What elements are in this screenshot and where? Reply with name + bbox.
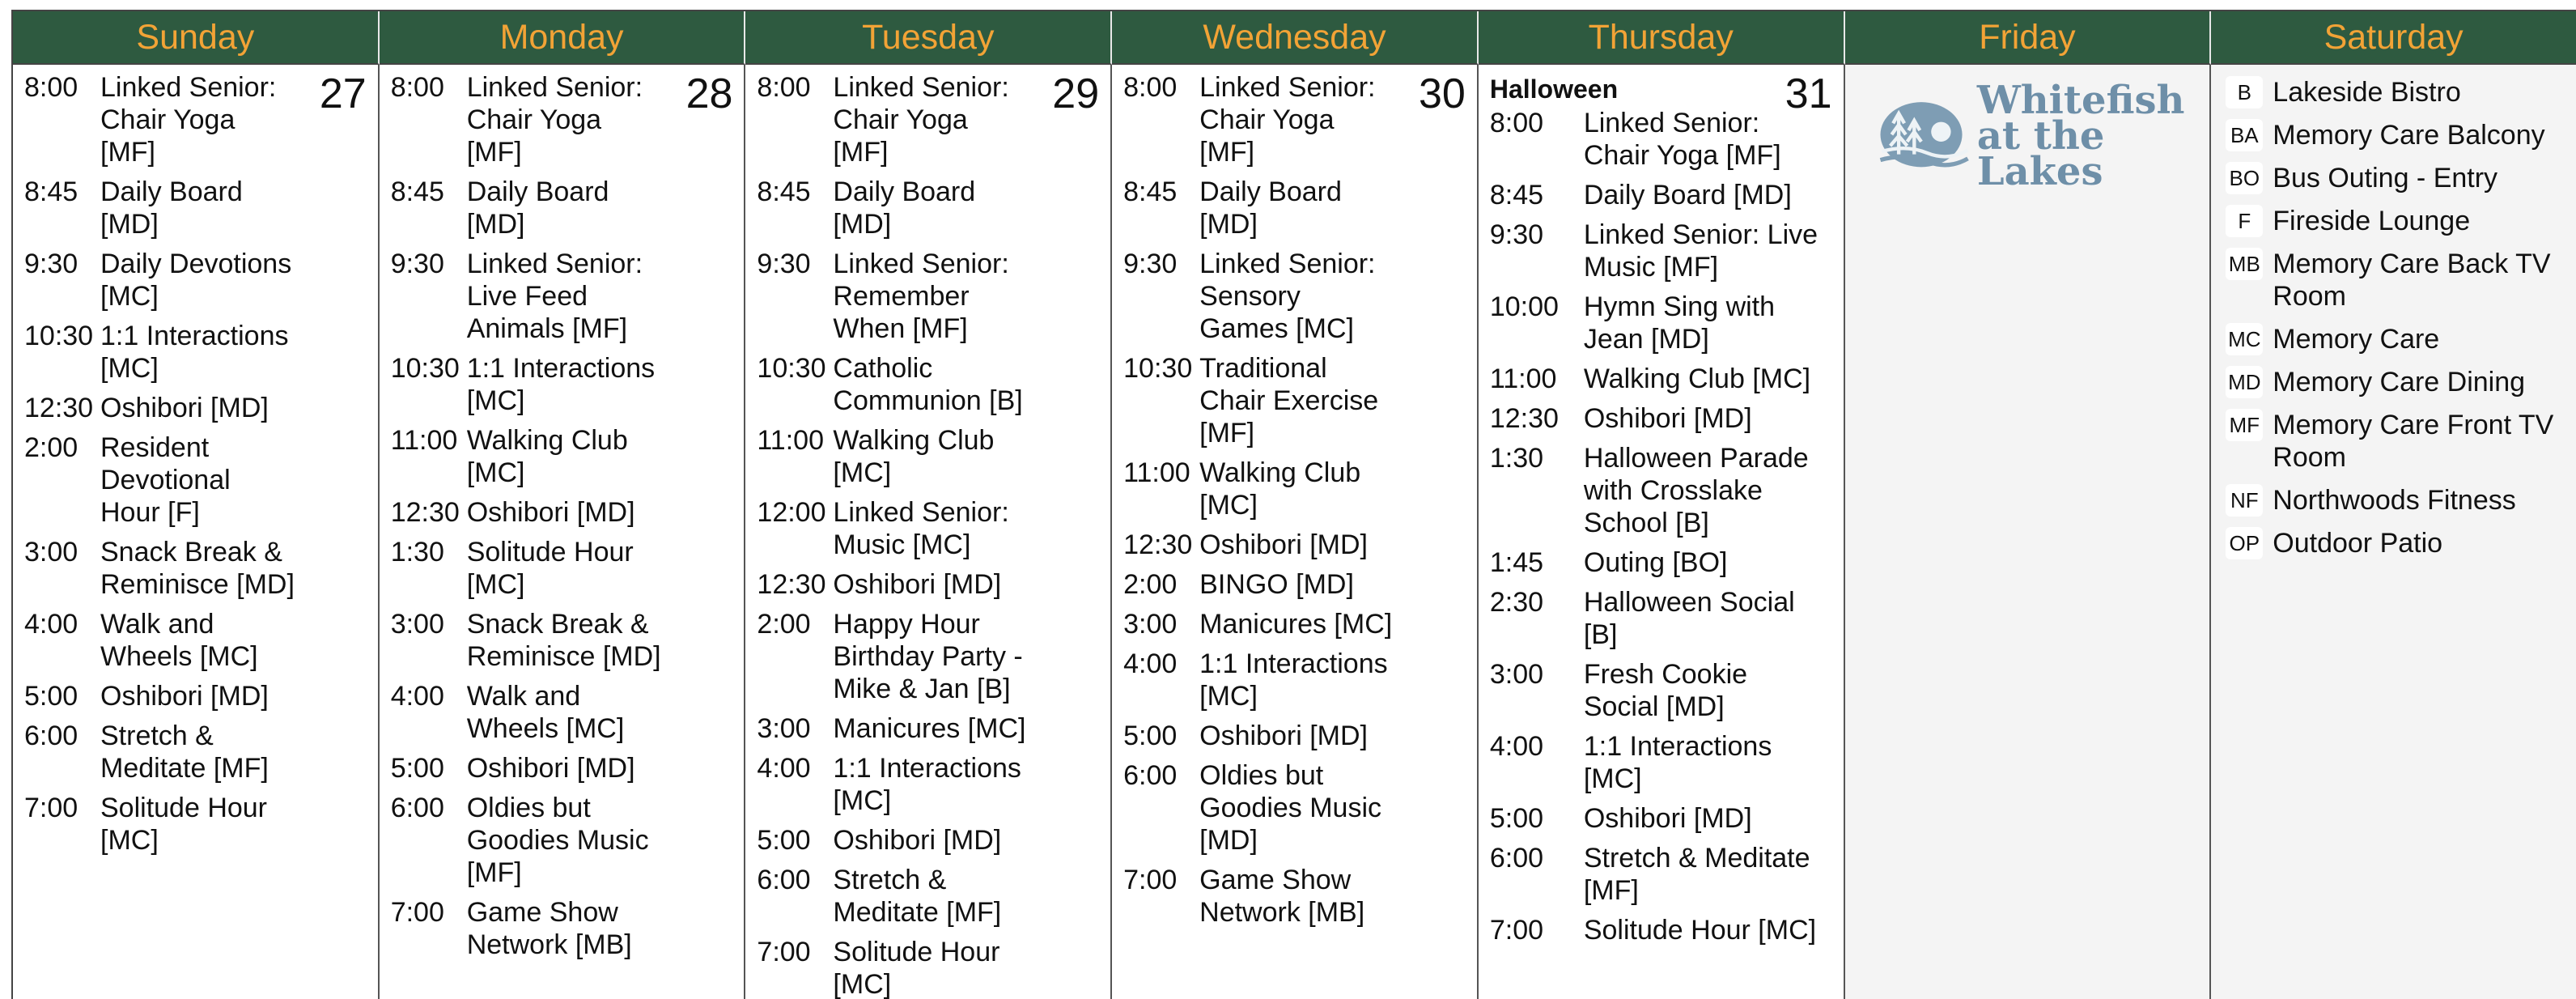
event-item bbox=[1123, 457, 1467, 521]
legend-item bbox=[2222, 484, 2568, 517]
logo-line-1: Whitefish bbox=[1976, 78, 2185, 123]
event-item bbox=[24, 320, 368, 385]
event-item bbox=[24, 176, 368, 240]
event-item bbox=[24, 71, 368, 168]
event-time: 5:00 bbox=[1123, 721, 1178, 751]
event-title: Traditional Chair Exercise [MF] bbox=[1199, 353, 1379, 448]
event-item bbox=[391, 536, 735, 601]
event-title: Solitude Hour [MC] bbox=[100, 793, 268, 856]
event-time: 9:30 bbox=[1123, 249, 1178, 279]
event-item bbox=[757, 352, 1101, 417]
date-number: 30 bbox=[1419, 70, 1466, 117]
event-title: Game Show Network [MB] bbox=[466, 897, 632, 960]
event-time: 8:00 bbox=[757, 72, 811, 103]
event-list bbox=[1123, 71, 1467, 929]
event-item bbox=[1490, 291, 1834, 355]
day-cell-sunday bbox=[13, 65, 380, 999]
event-time: 3:00 bbox=[390, 609, 444, 640]
event-title: Solitude Hour [MC] bbox=[833, 937, 1000, 999]
event-item bbox=[1490, 842, 1834, 907]
event-title: Stretch & Meditate [MF] bbox=[1583, 843, 1810, 906]
event-title: Snack Break & Reminisce [MD] bbox=[100, 537, 295, 600]
event-item bbox=[1490, 658, 1834, 723]
event-title: Daily Devotions [MC] bbox=[100, 249, 292, 312]
event-title: 1:1 Interactions [MC] bbox=[100, 321, 289, 384]
event-item bbox=[391, 608, 735, 673]
day-cell-monday bbox=[380, 65, 746, 999]
event-item bbox=[24, 392, 368, 424]
event-time: 6:00 bbox=[24, 721, 79, 751]
event-time: 11:00 bbox=[1489, 363, 1557, 394]
event-item bbox=[391, 424, 735, 489]
legend-code: F bbox=[2226, 205, 2263, 237]
event-title: Oshibori [MD] bbox=[833, 825, 1002, 856]
legend-code: BA bbox=[2226, 119, 2263, 151]
event-item bbox=[391, 896, 735, 961]
event-item bbox=[757, 752, 1101, 817]
event-time: 2:30 bbox=[1489, 587, 1544, 618]
event-title: Walk and Wheels [MC] bbox=[100, 609, 258, 672]
event-time: 3:00 bbox=[1123, 609, 1178, 640]
event-title: Stretch & Meditate [MF] bbox=[100, 721, 269, 784]
event-title: Linked Senior: Music [MC] bbox=[833, 497, 1009, 560]
event-item bbox=[1123, 568, 1467, 601]
event-list bbox=[391, 71, 735, 961]
event-item bbox=[24, 680, 368, 712]
legend-code: MC bbox=[2226, 323, 2263, 355]
event-item bbox=[24, 608, 368, 673]
event-time: 12:30 bbox=[1123, 529, 1193, 560]
legend-item bbox=[2222, 323, 2568, 355]
event-item bbox=[391, 792, 735, 889]
legend-location: Outdoor Patio bbox=[2273, 528, 2443, 559]
event-item bbox=[757, 712, 1101, 745]
event-time: 4:00 bbox=[1489, 731, 1544, 762]
event-time: 6:00 bbox=[1123, 760, 1178, 791]
event-item bbox=[1123, 648, 1467, 712]
event-time: 7:00 bbox=[1123, 865, 1178, 895]
event-title: Manicures [MC] bbox=[1199, 609, 1393, 640]
legend-code: MB bbox=[2226, 248, 2263, 280]
event-time: 4:00 bbox=[390, 681, 444, 712]
event-item bbox=[1490, 730, 1834, 795]
event-item bbox=[757, 936, 1101, 999]
legend-location: Bus Outing - Entry bbox=[2273, 163, 2498, 193]
event-title: Outing [BO] bbox=[1583, 547, 1728, 578]
event-title: Oldies but Goodies Music [MD] bbox=[1199, 760, 1382, 856]
date-number: 28 bbox=[685, 70, 733, 117]
legend-item bbox=[2222, 527, 2568, 559]
date-number: 29 bbox=[1052, 70, 1100, 117]
event-item bbox=[1490, 363, 1834, 395]
event-title: Linked Senior: Chair Yoga [MF] bbox=[1583, 108, 1781, 171]
event-title: Daily Board [MD] bbox=[466, 176, 609, 240]
event-title: Daily Board [MD] bbox=[833, 176, 976, 240]
event-title: Oshibori [MD] bbox=[466, 753, 635, 784]
event-time: 3:00 bbox=[1489, 659, 1544, 690]
event-item bbox=[757, 424, 1101, 489]
event-title: Linked Senior: Live Feed Animals [MF] bbox=[466, 249, 643, 344]
event-title: Oshibori [MD] bbox=[1583, 403, 1752, 434]
event-time: 9:30 bbox=[1489, 219, 1544, 250]
event-title: Linked Senior: Chair Yoga [MF] bbox=[100, 72, 277, 168]
event-list bbox=[24, 71, 368, 857]
event-title: Hymn Sing with Jean [MD] bbox=[1583, 291, 1776, 355]
event-item bbox=[1490, 586, 1834, 651]
legend-location: Memory Care Front TV Room bbox=[2273, 410, 2554, 473]
event-title: Halloween Parade with Crosslake School [B] bbox=[1583, 443, 1809, 538]
event-item bbox=[1123, 759, 1467, 857]
event-time: 10:30 bbox=[24, 321, 94, 351]
event-title: Oshibori [MD] bbox=[100, 681, 269, 712]
event-time: 8:00 bbox=[1123, 72, 1178, 103]
event-item bbox=[1490, 802, 1834, 835]
event-time: 6:00 bbox=[1489, 843, 1544, 874]
header-sunday: Sunday bbox=[13, 11, 380, 65]
event-time: 12:00 bbox=[757, 497, 826, 528]
event-time: 8:45 bbox=[24, 176, 79, 207]
legend-item bbox=[2222, 366, 2568, 398]
event-time: 7:00 bbox=[1489, 915, 1544, 946]
event-time: 12:30 bbox=[24, 393, 94, 423]
calendar-grid bbox=[11, 10, 2576, 999]
date-number: 27 bbox=[319, 70, 367, 117]
event-title: Game Show Network [MB] bbox=[1199, 865, 1365, 928]
event-item bbox=[1490, 107, 1834, 172]
event-time: 4:00 bbox=[757, 753, 811, 784]
event-item bbox=[391, 176, 735, 240]
event-title: Linked Senior: Chair Yoga [MF] bbox=[466, 72, 643, 168]
event-item bbox=[1123, 352, 1467, 449]
event-title: Linked Senior: Chair Yoga [MF] bbox=[833, 72, 1009, 168]
event-item bbox=[1490, 219, 1834, 283]
event-time: 10:30 bbox=[1123, 353, 1193, 384]
event-time: 4:00 bbox=[24, 609, 79, 640]
event-title: Linked Senior: Chair Yoga [MF] bbox=[1199, 72, 1376, 168]
event-title: Daily Board [MD] bbox=[1583, 180, 1792, 210]
legend-code: OP bbox=[2226, 527, 2263, 559]
event-title: Oldies but Goodies Music [MF] bbox=[466, 793, 649, 888]
location-legend bbox=[2222, 71, 2568, 559]
event-item bbox=[757, 864, 1101, 929]
legend-item bbox=[2222, 162, 2568, 194]
event-time: 1:30 bbox=[390, 537, 444, 568]
event-item bbox=[391, 352, 735, 417]
event-time: 7:00 bbox=[390, 897, 444, 928]
event-title: 1:1 Interactions [MC] bbox=[833, 753, 1021, 816]
day-cell-thursday bbox=[1479, 65, 1845, 999]
day-cell-tuesday bbox=[745, 65, 1112, 999]
event-item bbox=[391, 680, 735, 745]
legend-item bbox=[2222, 205, 2568, 237]
event-item bbox=[24, 720, 368, 784]
event-time: 5:00 bbox=[390, 753, 444, 784]
legend-code: MD bbox=[2226, 366, 2263, 398]
event-item bbox=[1123, 176, 1467, 240]
event-title: Linked Senior: Live Music [MF] bbox=[1583, 219, 1818, 283]
legend-code: NF bbox=[2226, 484, 2263, 517]
event-time: 7:00 bbox=[24, 793, 79, 823]
event-title: Happy Hour Birthday Party - Mike & Jan [B] bbox=[833, 609, 1023, 704]
event-item bbox=[1123, 71, 1467, 168]
event-item bbox=[24, 431, 368, 529]
event-item bbox=[1123, 608, 1467, 640]
header-thursday: Thursday bbox=[1479, 11, 1845, 65]
event-time: 9:30 bbox=[390, 249, 444, 279]
header-friday: Friday bbox=[1845, 11, 2212, 65]
header-wednesday: Wednesday bbox=[1112, 11, 1479, 65]
event-time: 8:00 bbox=[24, 72, 79, 103]
event-title: Walking Club [MC] bbox=[1583, 363, 1811, 394]
event-title: Daily Board [MD] bbox=[100, 176, 243, 240]
event-item bbox=[757, 568, 1101, 601]
event-title: Solitude Hour [MC] bbox=[1583, 915, 1817, 946]
event-time: 11:00 bbox=[390, 425, 458, 456]
event-title: Linked Senior: Remember When [MF] bbox=[833, 249, 1009, 344]
tree-lake-icon bbox=[1878, 94, 1969, 178]
event-time: 1:45 bbox=[1489, 547, 1544, 578]
legend-item bbox=[2222, 409, 2568, 474]
event-time: 8:45 bbox=[1489, 180, 1544, 210]
legend-item bbox=[2222, 76, 2568, 108]
event-time: 8:00 bbox=[1489, 108, 1544, 138]
event-time: 10:30 bbox=[390, 353, 460, 384]
event-time: 5:00 bbox=[24, 681, 79, 712]
day-cell-friday bbox=[1845, 65, 2212, 999]
event-time: 5:00 bbox=[757, 825, 811, 856]
event-title: 1:1 Interactions [MC] bbox=[1199, 648, 1388, 712]
event-item bbox=[391, 496, 735, 529]
event-time: 2:00 bbox=[24, 432, 79, 463]
date-number: 31 bbox=[1785, 70, 1832, 117]
event-time: 12:30 bbox=[1489, 403, 1559, 434]
event-title: Daily Board [MD] bbox=[1199, 176, 1342, 240]
event-time: 12:30 bbox=[390, 497, 460, 528]
event-title: Halloween Social [B] bbox=[1583, 587, 1795, 650]
event-title: Oshibori [MD] bbox=[100, 393, 269, 423]
event-item bbox=[391, 248, 735, 345]
logo-line-2: at the Lakes bbox=[1976, 113, 2105, 194]
event-time: 10:30 bbox=[757, 353, 826, 384]
legend-location: Memory Care Back TV Room bbox=[2273, 249, 2551, 312]
event-item bbox=[391, 752, 735, 784]
event-item bbox=[1123, 720, 1467, 752]
event-title: Fresh Cookie Social [MD] bbox=[1583, 659, 1748, 722]
legend-location: Memory Care Dining bbox=[2273, 367, 2526, 397]
event-item bbox=[757, 71, 1101, 168]
header-saturday: Saturday bbox=[2211, 11, 2576, 65]
event-title: BINGO [MD] bbox=[1199, 569, 1354, 600]
event-item bbox=[1490, 914, 1834, 946]
event-time: 2:00 bbox=[757, 609, 811, 640]
event-item bbox=[1490, 546, 1834, 579]
event-title: Catholic Communion [B] bbox=[833, 353, 1023, 416]
event-item bbox=[1123, 248, 1467, 345]
event-title: Linked Senior: Sensory Games [MC] bbox=[1199, 249, 1376, 344]
event-title: Resident Devotional Hour [F] bbox=[100, 432, 231, 528]
event-title: Walk and Wheels [MC] bbox=[466, 681, 625, 744]
event-item bbox=[24, 792, 368, 857]
event-title: Manicures [MC] bbox=[833, 713, 1026, 744]
event-title: Stretch & Meditate [MF] bbox=[833, 865, 1002, 928]
event-title: Solitude Hour [MC] bbox=[466, 537, 634, 600]
event-title: Snack Break & Reminisce [MD] bbox=[466, 609, 661, 672]
event-item bbox=[757, 248, 1101, 345]
event-title: Oshibori [MD] bbox=[1199, 721, 1368, 751]
header-monday: Monday bbox=[380, 11, 746, 65]
event-time: 6:00 bbox=[757, 865, 811, 895]
day-cell-saturday bbox=[2211, 65, 2576, 999]
event-title: Oshibori [MD] bbox=[466, 497, 635, 528]
holiday-label: Halloween bbox=[1489, 74, 1619, 104]
legend-location: Lakeside Bistro bbox=[2273, 77, 2461, 108]
event-title: 1:1 Interactions [MC] bbox=[466, 353, 656, 416]
whitefish-logo bbox=[1878, 78, 2210, 194]
event-title: Walking Club [MC] bbox=[1199, 457, 1361, 521]
event-time: 11:00 bbox=[757, 425, 824, 456]
event-item bbox=[757, 824, 1101, 857]
event-title: Oshibori [MD] bbox=[1199, 529, 1368, 560]
event-list bbox=[757, 71, 1101, 999]
event-time: 8:45 bbox=[1123, 176, 1178, 207]
event-item bbox=[757, 176, 1101, 240]
event-title: Walking Club [MC] bbox=[466, 425, 628, 488]
event-time: 8:45 bbox=[390, 176, 444, 207]
event-list bbox=[1490, 107, 1834, 946]
event-time: 1:30 bbox=[1489, 443, 1544, 474]
legend-code: BO bbox=[2226, 162, 2263, 194]
legend-location: Memory Care bbox=[2273, 324, 2440, 355]
header-tuesday: Tuesday bbox=[745, 11, 1112, 65]
event-time: 3:00 bbox=[757, 713, 811, 744]
event-title: Oshibori [MD] bbox=[1583, 803, 1752, 834]
legend-location: Fireside Lounge bbox=[2273, 206, 2471, 236]
legend-code: MF bbox=[2226, 409, 2263, 441]
event-item bbox=[1123, 864, 1467, 929]
event-title: 1:1 Interactions [MC] bbox=[1583, 731, 1772, 794]
event-time: 7:00 bbox=[757, 937, 811, 967]
event-item bbox=[757, 496, 1101, 561]
event-item bbox=[1123, 529, 1467, 561]
legend-item bbox=[2222, 119, 2568, 151]
event-time: 2:00 bbox=[1123, 569, 1178, 600]
event-time: 10:00 bbox=[1489, 291, 1559, 322]
event-time: 6:00 bbox=[390, 793, 444, 823]
event-time: 9:30 bbox=[24, 249, 79, 279]
event-time: 4:00 bbox=[1123, 648, 1178, 679]
event-item bbox=[24, 536, 368, 601]
day-cell-wednesday bbox=[1112, 65, 1479, 999]
legend-code: B bbox=[2226, 76, 2263, 108]
event-title: Oshibori [MD] bbox=[833, 569, 1002, 600]
event-time: 11:00 bbox=[1123, 457, 1190, 488]
event-item bbox=[757, 608, 1101, 705]
legend-location: Northwoods Fitness bbox=[2273, 485, 2516, 516]
event-item bbox=[1490, 442, 1834, 539]
event-time: 3:00 bbox=[24, 537, 79, 568]
event-item bbox=[24, 248, 368, 312]
event-title: Walking Club [MC] bbox=[833, 425, 995, 488]
event-item bbox=[391, 71, 735, 168]
event-item bbox=[1490, 179, 1834, 211]
legend-location: Memory Care Balcony bbox=[2273, 120, 2545, 151]
event-time: 8:00 bbox=[390, 72, 444, 103]
legend-item bbox=[2222, 248, 2568, 312]
event-item bbox=[1490, 402, 1834, 435]
event-time: 9:30 bbox=[757, 249, 811, 279]
event-time: 12:30 bbox=[757, 569, 826, 600]
event-time: 8:45 bbox=[757, 176, 811, 207]
event-time: 5:00 bbox=[1489, 803, 1544, 834]
